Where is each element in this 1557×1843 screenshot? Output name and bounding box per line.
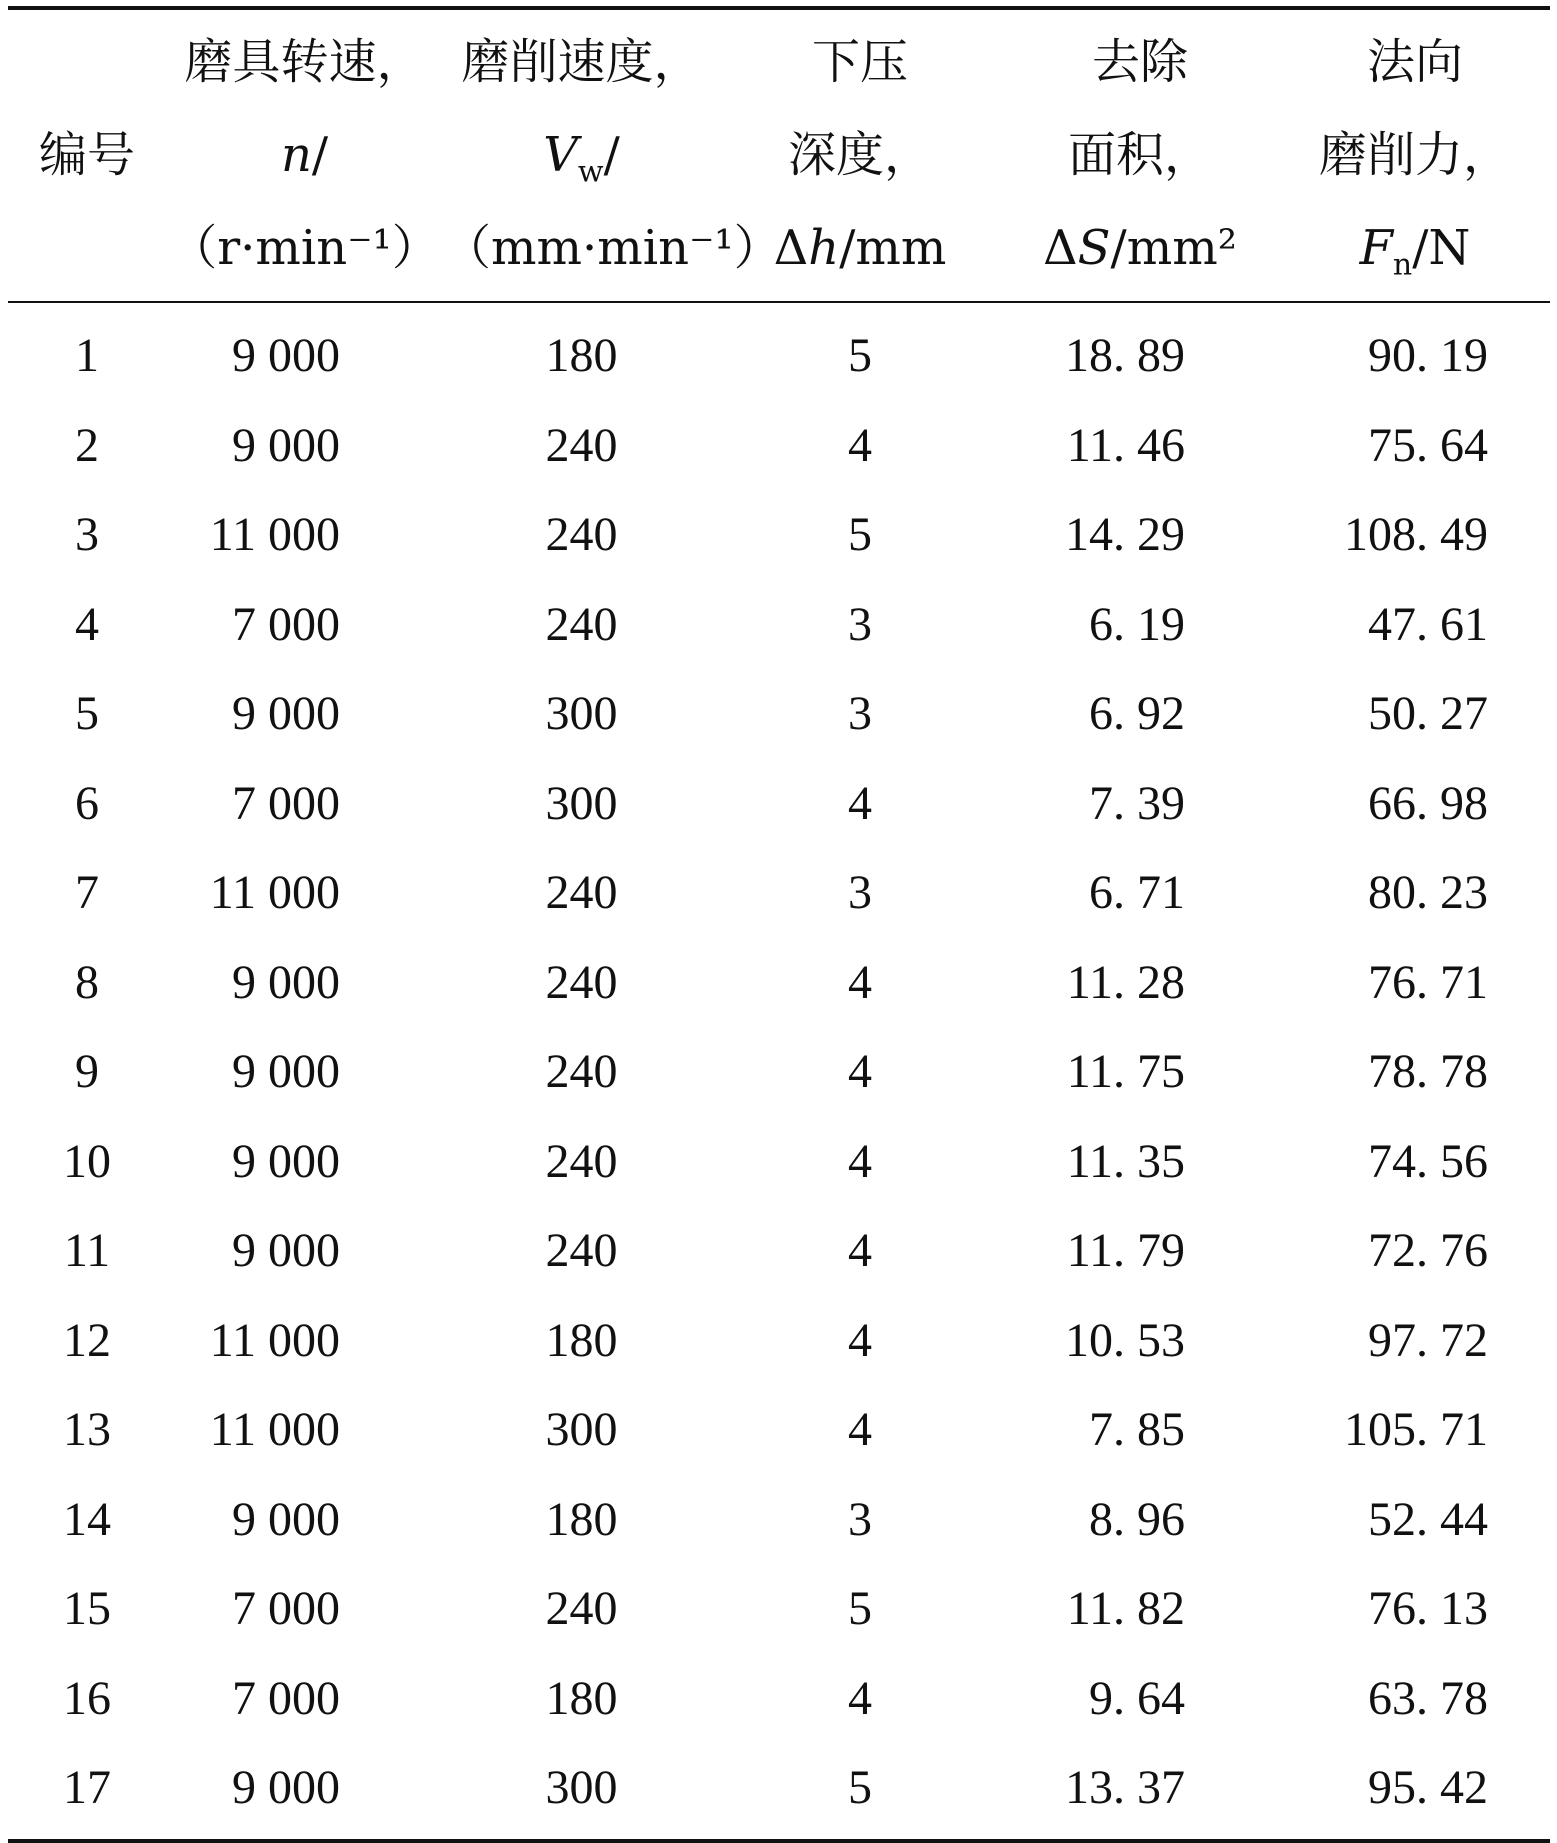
header-area-title-2: 面积， bbox=[1067, 127, 1212, 183]
header-velocity-symbol: V bbox=[543, 127, 578, 183]
table-row bbox=[8, 1475, 1550, 1565]
table-row bbox=[8, 669, 1550, 759]
cell-area: 11. 75 bbox=[1066, 1045, 1185, 1099]
cell-id: 6 bbox=[75, 776, 99, 830]
cell-force: 76. 13 bbox=[1368, 1582, 1488, 1636]
cell-id: 5 bbox=[75, 687, 99, 741]
cell-id: 12 bbox=[63, 1313, 111, 1367]
cell-speed: 9 000 bbox=[232, 1224, 340, 1278]
header-area-symbol: S bbox=[1077, 220, 1111, 276]
table-row bbox=[8, 759, 1550, 849]
cell-force: 72. 76 bbox=[1368, 1224, 1488, 1278]
cell-area: 8. 96 bbox=[1089, 1492, 1185, 1546]
header-speed bbox=[166, 8, 443, 302]
cell-depth: 4 bbox=[848, 1045, 872, 1099]
cell-velocity: 300 bbox=[545, 687, 618, 741]
table-row bbox=[8, 1654, 1550, 1744]
cell-id: 14 bbox=[63, 1492, 111, 1546]
cell-id: 3 bbox=[75, 508, 99, 562]
cell-depth: 4 bbox=[848, 1403, 872, 1457]
header-velocity bbox=[443, 8, 782, 302]
cell-force: 78. 78 bbox=[1368, 1045, 1488, 1099]
header-speed-unit: （r·min⁻¹） bbox=[169, 220, 440, 276]
cell-id: 10 bbox=[63, 1134, 111, 1188]
cell-id: 7 bbox=[75, 866, 99, 920]
cell-speed: 9 000 bbox=[232, 955, 340, 1009]
cell-id: 4 bbox=[75, 597, 99, 651]
cell-force: 95. 42 bbox=[1368, 1761, 1488, 1815]
cell-speed: 9 000 bbox=[232, 1134, 340, 1188]
cell-velocity: 240 bbox=[545, 597, 618, 651]
cell-depth: 4 bbox=[848, 418, 872, 472]
cell-area: 6. 71 bbox=[1089, 866, 1185, 920]
cell-id: 16 bbox=[63, 1671, 111, 1725]
cell-velocity: 240 bbox=[545, 866, 618, 920]
cell-speed: 11 000 bbox=[209, 508, 340, 562]
header-depth-title-1: 下压 bbox=[811, 34, 908, 90]
table-row bbox=[8, 401, 1550, 491]
table-row bbox=[8, 938, 1550, 1028]
cell-id: 15 bbox=[63, 1582, 111, 1636]
cell-id: 17 bbox=[63, 1761, 111, 1815]
cell-force: 74. 56 bbox=[1368, 1134, 1488, 1188]
cell-area: 13. 37 bbox=[1065, 1761, 1185, 1815]
table-row bbox=[8, 1027, 1550, 1117]
header-area-title-1: 去除 bbox=[1091, 34, 1188, 90]
table-row bbox=[8, 848, 1550, 938]
data-table-container bbox=[8, 6, 1550, 1843]
cell-id: 8 bbox=[75, 955, 99, 1009]
cell-velocity: 240 bbox=[545, 1134, 618, 1188]
cell-force: 75. 64 bbox=[1368, 418, 1488, 472]
cell-speed: 7 000 bbox=[232, 1582, 340, 1636]
cell-speed: 9 000 bbox=[232, 1761, 340, 1815]
grinding-parameters-table bbox=[8, 6, 1550, 1843]
header-area-unit: /mm² bbox=[1110, 220, 1237, 276]
cell-speed: 11 000 bbox=[209, 1403, 340, 1457]
cell-force: 47. 61 bbox=[1368, 597, 1488, 651]
table-body bbox=[8, 302, 1550, 1841]
cell-velocity: 180 bbox=[545, 1671, 618, 1725]
cell-speed: 11 000 bbox=[209, 866, 340, 920]
cell-area: 9. 64 bbox=[1089, 1671, 1185, 1725]
cell-velocity: 180 bbox=[545, 1313, 618, 1367]
cell-area: 6. 92 bbox=[1089, 687, 1185, 741]
cell-depth: 5 bbox=[848, 329, 872, 383]
header-velocity-title: 磨削速度， bbox=[461, 34, 702, 90]
cell-force: 76. 71 bbox=[1368, 955, 1488, 1009]
cell-force: 52. 44 bbox=[1368, 1492, 1488, 1546]
cell-speed: 11 000 bbox=[209, 1313, 340, 1367]
cell-area: 11. 82 bbox=[1066, 1582, 1185, 1636]
table-header bbox=[8, 8, 1550, 302]
cell-velocity: 300 bbox=[545, 1761, 618, 1815]
table-row bbox=[8, 1206, 1550, 1296]
header-force-title-1: 法向 bbox=[1366, 34, 1463, 90]
cell-area: 14. 29 bbox=[1065, 508, 1185, 562]
cell-force: 50. 27 bbox=[1368, 687, 1488, 741]
cell-depth: 3 bbox=[848, 597, 872, 651]
cell-id: 13 bbox=[63, 1403, 111, 1457]
cell-velocity: 240 bbox=[545, 1582, 618, 1636]
cell-id: 2 bbox=[75, 418, 99, 472]
cell-depth: 5 bbox=[848, 1761, 872, 1815]
header-speed-slash: / bbox=[311, 127, 329, 183]
header-depth-symbol: h bbox=[808, 220, 840, 276]
cell-speed: 9 000 bbox=[232, 1492, 340, 1546]
cell-depth: 4 bbox=[848, 1224, 872, 1278]
cell-force: 108. 49 bbox=[1344, 508, 1488, 562]
table-row bbox=[8, 1296, 1550, 1386]
cell-speed: 9 000 bbox=[232, 687, 340, 741]
cell-area: 11. 28 bbox=[1066, 955, 1185, 1009]
cell-velocity: 300 bbox=[545, 776, 618, 830]
cell-speed: 9 000 bbox=[232, 329, 340, 383]
cell-depth: 4 bbox=[848, 1313, 872, 1367]
header-depth-unit: /mm bbox=[839, 220, 947, 276]
header-velocity-unit: （mm·min⁻¹） bbox=[443, 220, 782, 276]
cell-depth: 5 bbox=[848, 1582, 872, 1636]
table-row bbox=[8, 1117, 1550, 1207]
header-depth-delta: Δ bbox=[773, 220, 809, 276]
header-area-delta: Δ bbox=[1042, 220, 1078, 276]
cell-area: 11. 46 bbox=[1066, 418, 1185, 472]
cell-velocity: 240 bbox=[545, 418, 618, 472]
cell-force: 97. 72 bbox=[1368, 1313, 1488, 1367]
cell-force: 63. 78 bbox=[1368, 1671, 1488, 1725]
cell-force: 66. 98 bbox=[1368, 776, 1488, 830]
cell-depth: 4 bbox=[848, 955, 872, 1009]
header-row bbox=[8, 8, 1550, 302]
cell-depth: 4 bbox=[848, 1134, 872, 1188]
cell-velocity: 240 bbox=[545, 508, 618, 562]
table-row bbox=[8, 1385, 1550, 1475]
table-row bbox=[8, 580, 1550, 670]
cell-area: 6. 19 bbox=[1089, 597, 1185, 651]
cell-velocity: 240 bbox=[545, 1045, 618, 1099]
header-force-unit: /N bbox=[1412, 220, 1471, 276]
cell-depth: 3 bbox=[848, 687, 872, 741]
cell-speed: 9 000 bbox=[232, 418, 340, 472]
header-speed-symbol-line bbox=[166, 109, 443, 202]
cell-velocity: 180 bbox=[545, 1492, 618, 1546]
cell-depth: 3 bbox=[848, 1492, 872, 1546]
cell-area: 11. 79 bbox=[1066, 1224, 1185, 1278]
cell-force: 90. 19 bbox=[1368, 329, 1488, 383]
cell-force: 105. 71 bbox=[1344, 1403, 1488, 1457]
cell-id: 1 bbox=[75, 329, 99, 383]
cell-speed: 9 000 bbox=[232, 1045, 340, 1099]
cell-area: 10. 53 bbox=[1065, 1313, 1185, 1367]
cell-force: 80. 23 bbox=[1368, 866, 1488, 920]
table-row bbox=[8, 490, 1550, 580]
table-row bbox=[8, 1743, 1550, 1841]
cell-speed: 7 000 bbox=[232, 597, 340, 651]
cell-velocity: 180 bbox=[545, 329, 618, 383]
cell-area: 7. 39 bbox=[1089, 776, 1185, 830]
cell-area: 7. 85 bbox=[1089, 1403, 1185, 1457]
header-force-subscript: n bbox=[1392, 247, 1413, 283]
cell-depth: 4 bbox=[848, 1671, 872, 1725]
table-row bbox=[8, 1564, 1550, 1654]
cell-area: 18. 89 bbox=[1065, 329, 1185, 383]
cell-velocity: 240 bbox=[545, 1224, 618, 1278]
cell-speed: 7 000 bbox=[232, 1671, 340, 1725]
header-id bbox=[8, 8, 166, 302]
cell-area: 11. 35 bbox=[1066, 1134, 1185, 1188]
cell-velocity: 240 bbox=[545, 955, 618, 1009]
header-speed-title: 磨具转速， bbox=[184, 34, 425, 90]
header-area-unit-line bbox=[1000, 202, 1280, 301]
header-id-label: 编号 bbox=[38, 127, 135, 183]
header-force-symbol: F bbox=[1359, 220, 1393, 276]
cell-depth: 3 bbox=[848, 866, 872, 920]
table-row bbox=[8, 302, 1550, 401]
header-area bbox=[1000, 8, 1280, 302]
header-speed-symbol: n bbox=[280, 127, 312, 183]
header-depth-title-2: 深度， bbox=[787, 127, 932, 183]
header-force bbox=[1280, 8, 1550, 302]
cell-velocity: 300 bbox=[545, 1403, 618, 1457]
cell-id: 11 bbox=[63, 1224, 111, 1278]
header-velocity-subscript: w bbox=[577, 154, 604, 190]
cell-speed: 7 000 bbox=[232, 776, 340, 830]
cell-depth: 4 bbox=[848, 776, 872, 830]
header-force-title-2: 磨削力， bbox=[1318, 127, 1511, 183]
header-velocity-slash: / bbox=[603, 127, 620, 183]
header-velocity-symbol-line bbox=[443, 109, 720, 202]
header-force-unit-line bbox=[1280, 202, 1550, 301]
cell-id: 9 bbox=[75, 1045, 99, 1099]
cell-depth: 5 bbox=[848, 508, 872, 562]
